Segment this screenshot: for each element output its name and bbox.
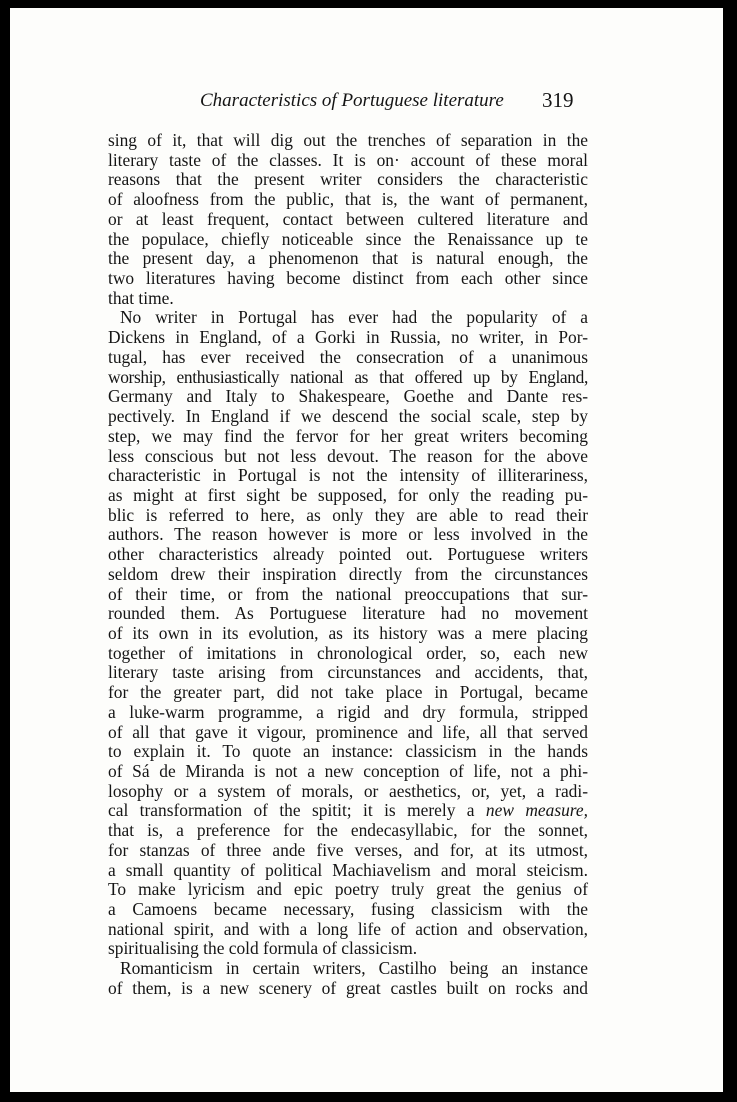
text-line: the populace, chiefly noticeable since the Renaissance up te <box>108 228 588 249</box>
text-line: Dickens in England, of a Gorki in Russia, no writer, in Por- <box>108 327 588 348</box>
page-header <box>10 90 723 120</box>
text-line: To make lyricism and epic poetry truly great the genius of <box>108 879 588 900</box>
text-line: as might at first sight be supposed, for only the reading pu- <box>108 484 588 505</box>
text-line: blic is referred to here, as only they are able to read their <box>108 504 588 525</box>
text-line: step, we may find the fervor for her great writers becoming <box>108 425 588 446</box>
text-line: for stanzas of three ande five verses, and for, at its utmost, <box>108 839 588 860</box>
text-line: Romanticism in certain writers, Castilho being an instance <box>120 958 588 979</box>
text-line: to explain it. To quote an instance: classicism in the hands <box>108 741 588 762</box>
text-line: of all that gave it vigour, prominence and life, all that served <box>108 721 588 742</box>
italic-phrase: new measure, <box>485 800 588 821</box>
text-line: less conscious but not less devout. The reason for the above <box>108 445 588 466</box>
page-number: 319 <box>542 88 574 112</box>
text-line-with-italic <box>108 801 588 821</box>
text-line: together of imitations in chronological order, so, each new <box>108 642 588 663</box>
text-line: worship, enthusiastically national as that offered up by England, <box>108 366 588 387</box>
text-line: or at least frequent, contact between cultered literature and <box>108 208 588 229</box>
text-line: authors. The reason however is more or less involved in the <box>108 524 588 545</box>
text-line: other characteristics already pointed out. Portuguese writers <box>108 544 588 565</box>
text-line: of Sá de Miranda is not a new conception of life, not a phi- <box>108 761 588 781</box>
text-line: losophy or a system of morals, or aesthetics, or, yet, a radi- <box>108 780 588 801</box>
text-line: reasons that the present writer considers the characteristic <box>108 169 588 190</box>
text-line: the present day, a phenomenon that is natural enough, the <box>108 248 588 269</box>
text-line: of its own in its evolution, as its history was a mere placing <box>108 622 588 643</box>
text-line: characteristic in Portugal is not the intensity of illiterariness, <box>108 465 588 486</box>
text-line: two literatures having become distinct from each other since <box>108 268 588 289</box>
text-line: for the greater part, did not take place in Portugal, became <box>108 682 588 703</box>
text-line: spiritualising the cold formula of classicism. <box>108 938 418 959</box>
text-segment: cal transformation of the spitit; it is merely a <box>108 800 475 821</box>
text-line: a Camoens became necessary, fusing classicism with the <box>108 899 588 920</box>
text-line: tugal, has ever received the consecration of a unanimous <box>108 346 588 367</box>
text-line: a small quantity of political Machiavelism and moral steicism. <box>108 859 588 880</box>
text-line: rounded them. As Portuguese literature had no movement <box>108 603 588 624</box>
text-line: of aloofness from the public, that is, the want of permanent, <box>108 189 588 210</box>
text-line: of them, is a new scenery of great castles built on rocks and <box>108 977 588 998</box>
text-line: a luke-warm programme, a rigid and dry formula, stripped <box>108 701 588 722</box>
text-line: national spirit, and with a long life of action and observation, <box>108 918 588 939</box>
book-page <box>10 8 723 1092</box>
text-line: seldom drew their inspiration directly from the circunstances <box>108 563 588 584</box>
text-line: literary taste of the classes. It is on· account of these moral <box>108 149 588 170</box>
text-line: literary taste arising from circunstances and accidents, that, <box>108 662 588 683</box>
text-line: of their time, or from the national preoccupations that sur- <box>108 583 588 604</box>
running-title: Characteristics of Portuguese literature <box>200 90 504 111</box>
text-line: that time. <box>108 287 174 308</box>
text-line: that is, a preference for the endecasyllabic, for the sonnet, <box>108 820 588 841</box>
text-line: sing of it, that will dig out the trenches of separation in the <box>108 130 588 150</box>
text-line: Germany and Italy to Shakespeare, Goethe and Dante res- <box>108 386 588 407</box>
text-line: No writer in Portugal has ever had the popularity of a <box>120 307 588 328</box>
text-line: pectively. In England if we descend the social scale, step by <box>108 406 588 427</box>
body-text <box>108 131 588 999</box>
